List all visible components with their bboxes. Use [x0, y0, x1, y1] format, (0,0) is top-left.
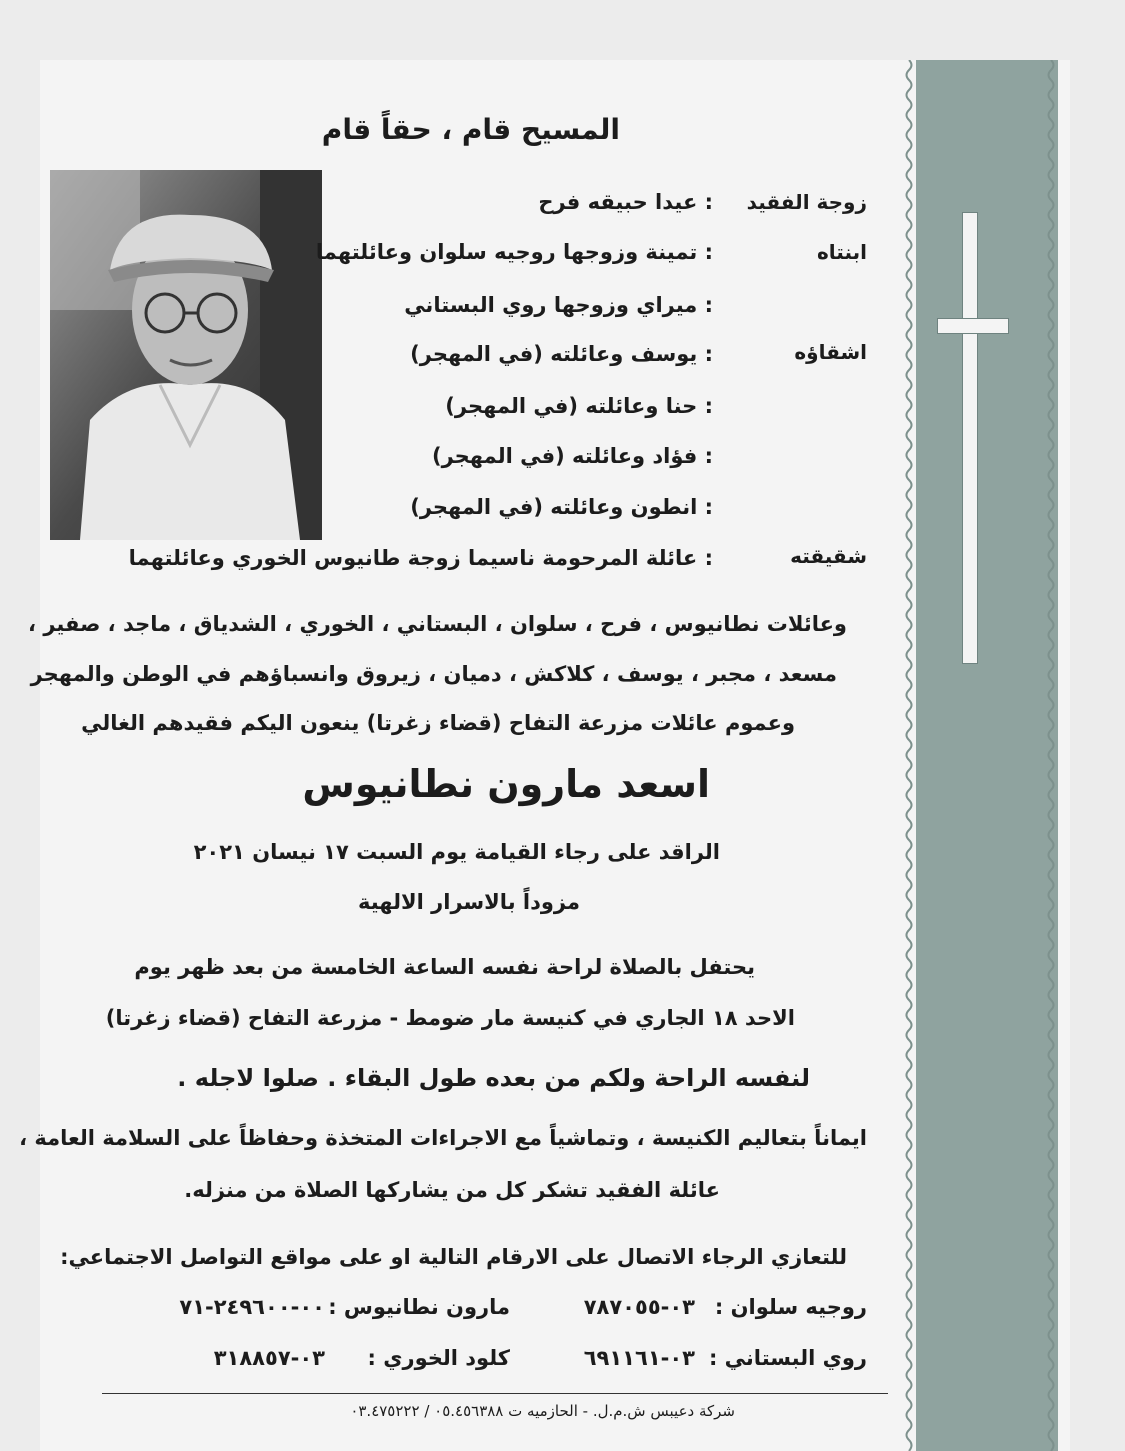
family-value-daughter-2: : ميراي وزوجها روي البستاني: [404, 293, 713, 317]
family-value-brother-4: : انطون وعائلته (في المهجر): [410, 495, 713, 519]
printer-footer: شركة دعيبس ش.م.ل. - الحازميه ت ٠٥.٤٥٦٣٨٨ / ٠٣.٤٧٥٢٢٢: [350, 1402, 735, 1420]
family-label-wife: زوجة الفقيد: [746, 190, 867, 214]
deceased-name: اسعد مارون نطانيوس: [302, 762, 710, 806]
wave-border-right: [1044, 60, 1058, 1451]
church-note-line-2: عائلة الفقيد تشكر كل من يشاركها الصلاة من منزله.: [184, 1178, 720, 1202]
contact-number-4: ٠٣-٣١٨٨٥٧: [213, 1346, 325, 1370]
contact-number-2: ٠٠-٢٤٩٦٠٠-٧١: [179, 1295, 325, 1319]
footer-divider: [102, 1393, 888, 1394]
deceased-photo: [50, 170, 322, 540]
family-value-sister: : عائلة المرحومة ناسيما زوجة طانيوس الخوري وعائلتهما: [128, 546, 713, 570]
families-line-3: وعموم عائلات مزرعة التفاح (قضاء زغرتا) ينعون اليكم فقيدهم الغالي: [81, 711, 795, 735]
family-label-brothers: اشقاؤه: [794, 340, 867, 364]
contact-name-2: مارون نطانيوس :: [328, 1295, 510, 1319]
prayer-place-line: الاحد ١٨ الجاري في كنيسة مار ضومط - مزرعة التفاح (قضاء زغرتا): [105, 1006, 795, 1030]
rest-line: لنفسه الراحة ولكم من بعده طول البقاء . صلوا لاجله .: [177, 1064, 810, 1092]
families-line-1: وعائلات نطانيوس ، فرح ، سلوان ، البستاني ، الخوري ، الشدياق ، ماجد ، صفير ،: [28, 612, 847, 636]
contact-name-1: روجيه سلوان :: [714, 1295, 867, 1319]
contact-name-3: روي البستاني :: [708, 1346, 867, 1370]
family-label-daughters: ابنتاه: [816, 240, 867, 264]
cross-icon-horizontal: [937, 318, 1009, 334]
family-value-wife: : عيدا حبيقه فرح: [538, 190, 713, 214]
family-value-brother-2: : حنا وعائلته (في المهجر): [445, 394, 713, 418]
family-label-sister: شقيقته: [790, 544, 867, 568]
page-title: المسيح قام ، حقاً قام: [321, 113, 620, 146]
border-band: [916, 60, 1058, 1451]
cross-icon-vertical: [962, 212, 978, 664]
contact-number-3: ٠٣-٦٩١١٦١: [583, 1346, 695, 1370]
family-value-daughter-1: : تمينة وزوجها روجيه سلوان وعائلتهما: [315, 240, 713, 264]
contact-number-1: ٠٣-٧٨٧٠٥٥: [583, 1295, 695, 1319]
families-line-2: مسعد ، مجبر ، يوسف ، كلاكش ، دميان ، زيروق وانسباؤهم في الوطن والمهجر: [30, 662, 837, 686]
condolences-heading: للتعازي الرجاء الاتصال على الارقام التالية او على مواقع التواصل الاجتماعي:: [60, 1245, 847, 1269]
sacraments-line: مزوداً بالاسرار الالهية: [357, 890, 580, 914]
church-note-line-1: ايماناً بتعاليم الكنيسة ، وتماشياً مع الاجراءات المتخذة وحفاظاً على السلامة العامة ،: [19, 1126, 867, 1150]
family-value-brother-3: : فؤاد وعائلته (في المهجر): [432, 444, 713, 468]
family-value-brother-1: : يوسف وعائلته (في المهجر): [410, 342, 713, 366]
death-date-line: الراقد على رجاء القيامة يوم السبت ١٧ نيسان ٢٠٢١: [193, 840, 720, 864]
prayer-time-line: يحتفل بالصلاة لراحة نفسه الساعة الخامسة من بعد ظهر يوم: [134, 955, 755, 979]
wave-border-left: [902, 60, 916, 1451]
contact-name-4: كلود الخوري :: [367, 1346, 510, 1370]
